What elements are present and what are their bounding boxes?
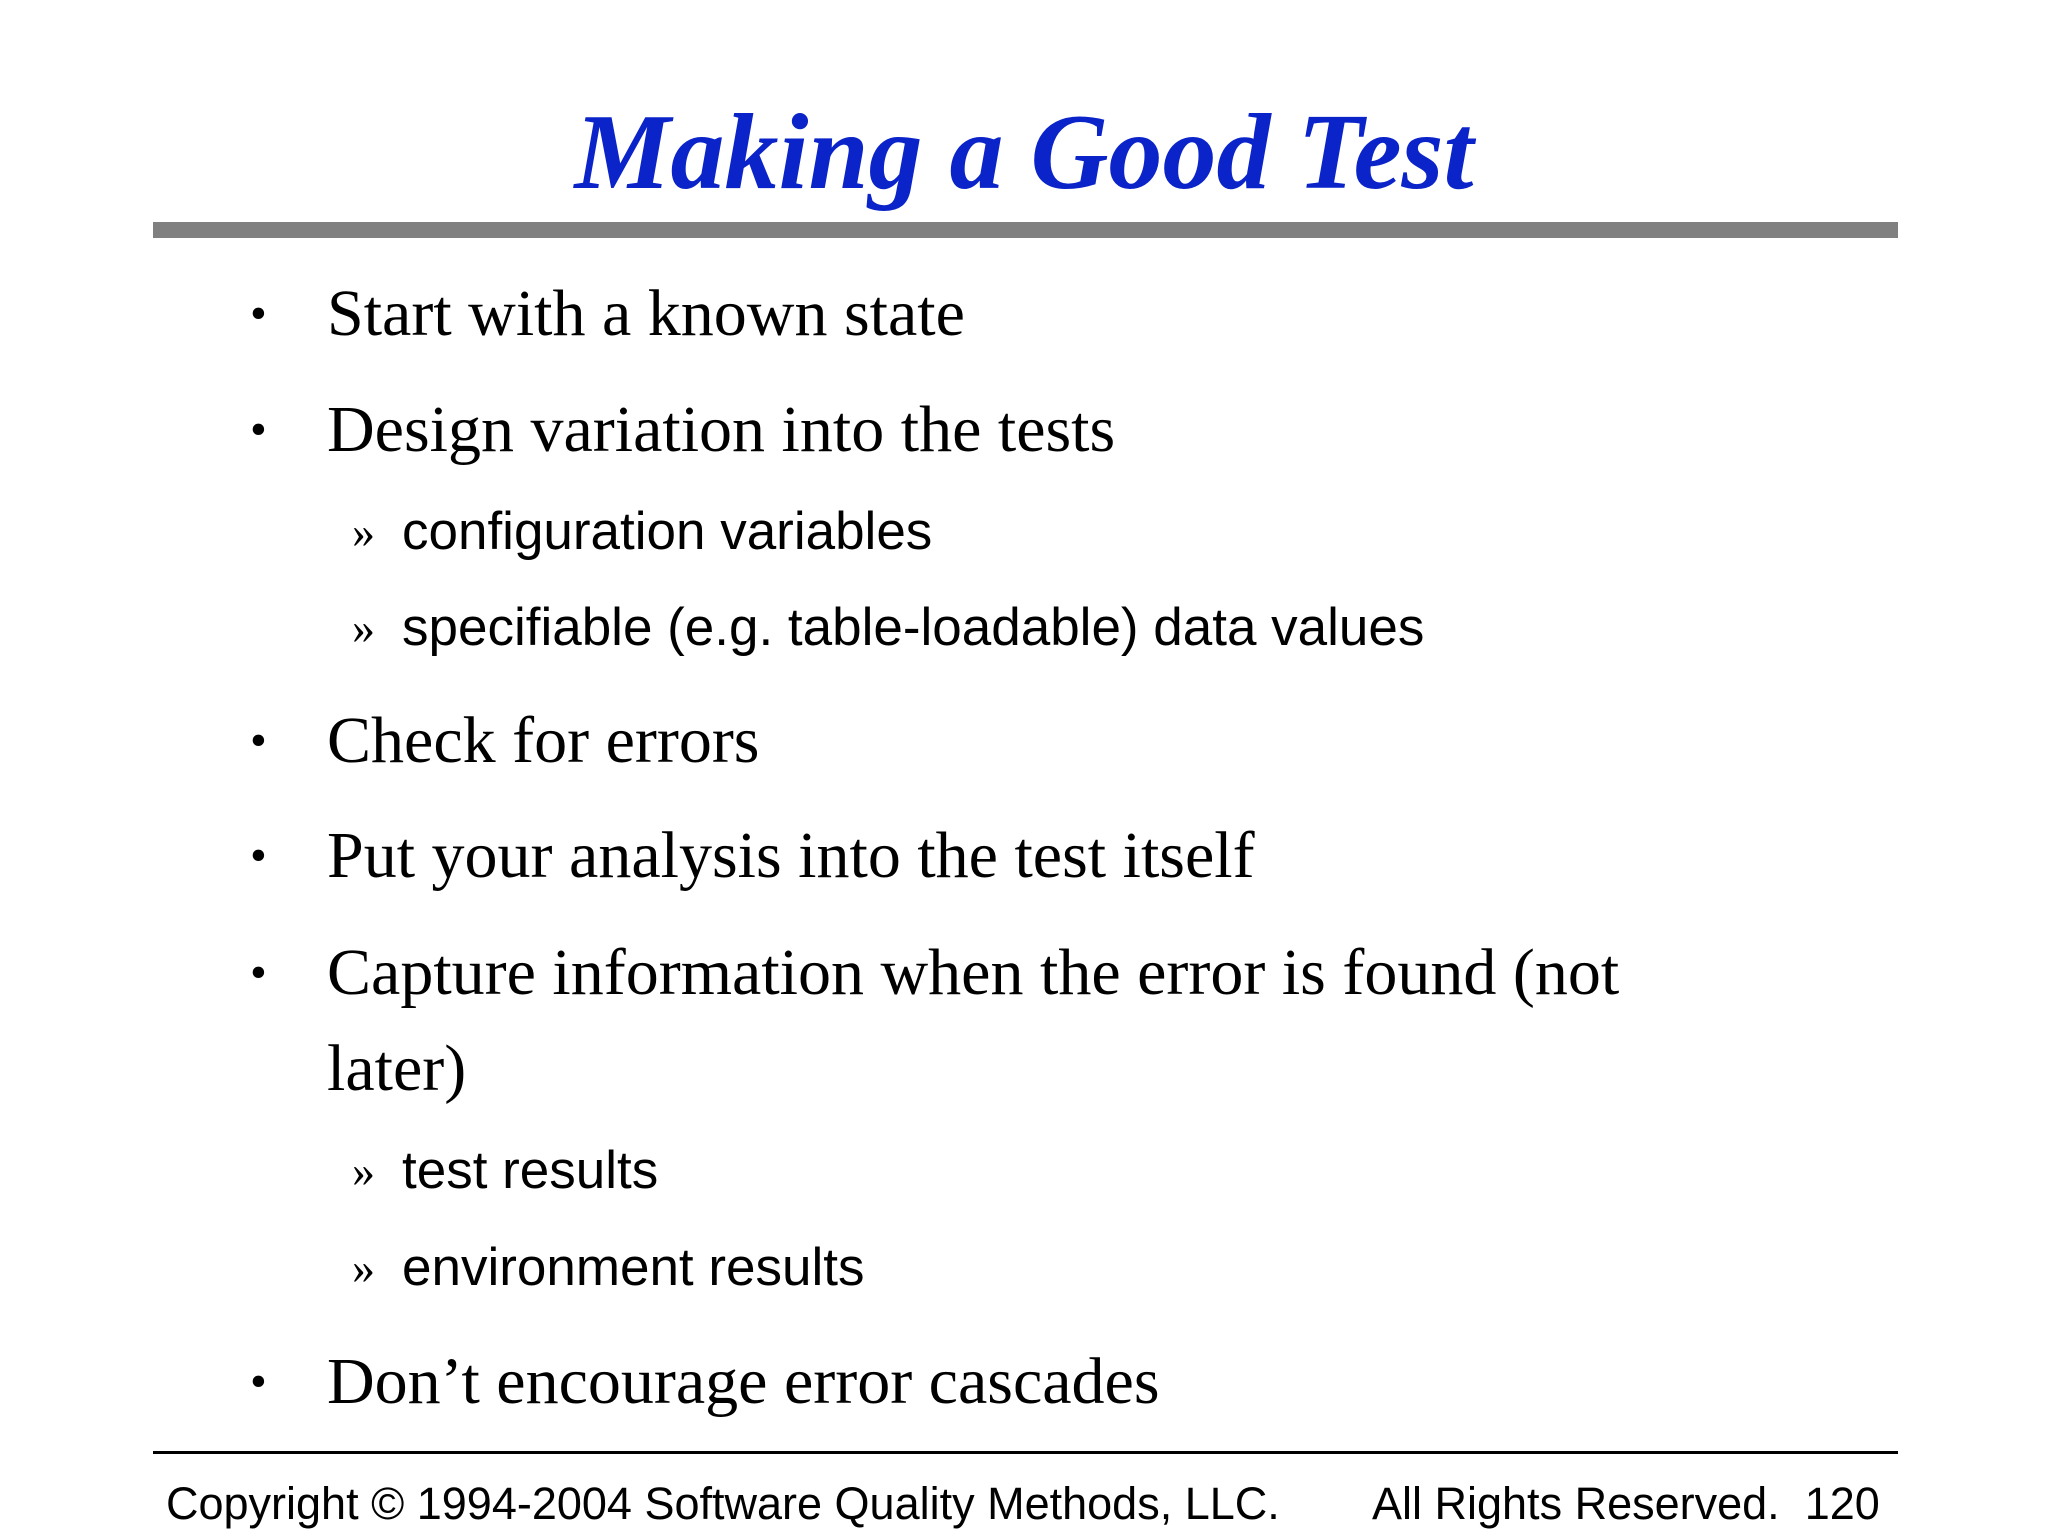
slide-title: Making a Good Test <box>574 93 1474 212</box>
sub-item-text: test results <box>402 1141 659 1200</box>
bullet-text: Start with a known state <box>327 277 965 350</box>
bullet-text: Don’t encourage error cascades <box>327 1345 1160 1418</box>
title-divider <box>153 222 1898 238</box>
sub-bullet-icon: » <box>352 602 375 653</box>
bullet-icon: • <box>250 714 267 767</box>
sub-bullet-icon: » <box>352 506 375 557</box>
bullet-text: Check for errors <box>327 704 760 777</box>
sub-bullet-icon: » <box>352 1145 375 1196</box>
bullet-icon: • <box>250 403 267 456</box>
footer-rights-text: All Rights Reserved. <box>1372 1478 1780 1529</box>
bullet-icon: • <box>250 1355 267 1408</box>
bullet-icon: • <box>250 829 267 882</box>
sub-bullet-icon: » <box>352 1242 375 1293</box>
sub-item-text: configuration variables <box>402 502 933 561</box>
bullet-icon: • <box>250 287 267 340</box>
sub-item-text: environment results <box>402 1238 865 1297</box>
bullet-text: Put your analysis into the test itself <box>327 819 1255 892</box>
page-number: 120 <box>1804 1478 1880 1529</box>
sub-item-text: specifiable (e.g. table-loadable) data values <box>402 598 1425 657</box>
footer-rights <box>1372 1474 1880 1534</box>
bullet-text: Capture information when the error is found (not later) <box>327 936 1620 1105</box>
bullet-icon: • <box>250 946 267 999</box>
footer-copyright: Copyright © 1994-2004 Software Quality Methods, LLC. <box>166 1478 1280 1529</box>
footer-divider <box>153 1451 1898 1454</box>
bullet-text: Design variation into the tests <box>327 393 1116 466</box>
